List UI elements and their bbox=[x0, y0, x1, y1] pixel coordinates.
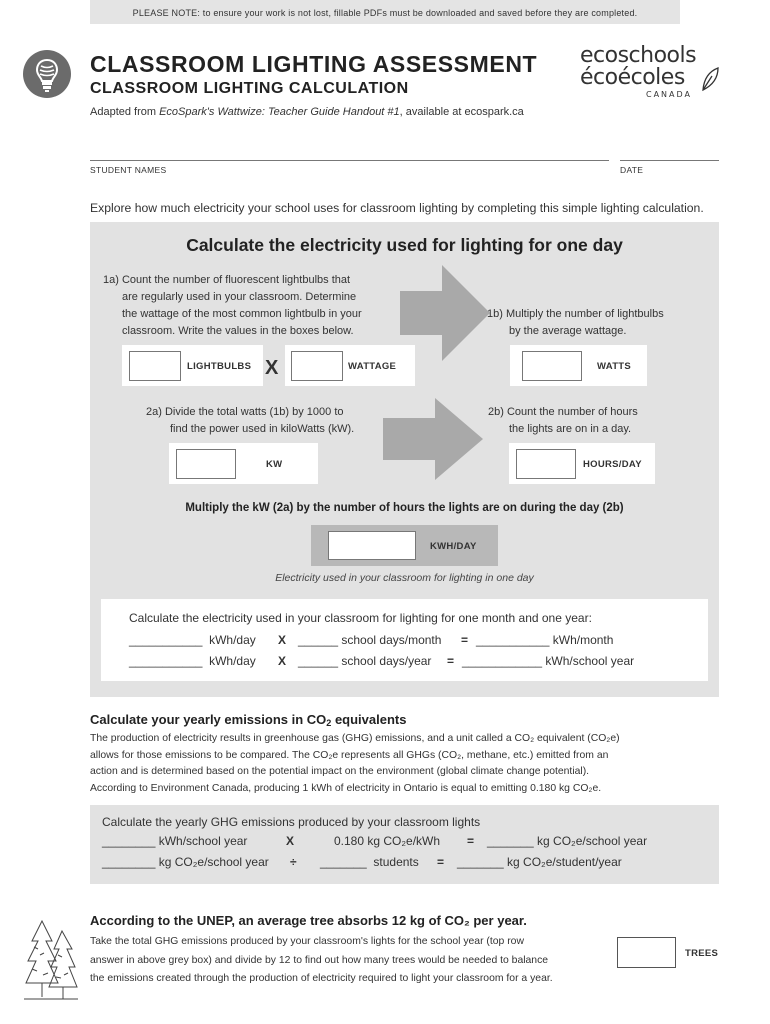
watts-label: WATTS bbox=[597, 361, 632, 372]
paragraph-line: allows for those emissions to be compared. The CO₂e represents all GHGs (CO₂, methane, etc.) emitted from an bbox=[90, 749, 609, 761]
day-calculation-title: Calculate the electricity used for lighting for one day bbox=[186, 235, 623, 255]
emissions-paragraph bbox=[90, 731, 620, 797]
trees-illustration bbox=[22, 913, 80, 1003]
equals-symbol: = bbox=[467, 834, 475, 848]
co2e-school-year-blank[interactable]: ________ kg CO₂e/school year bbox=[102, 855, 269, 869]
ghg-intro: Calculate the yearly GHG emissions produced by your classroom lights bbox=[102, 815, 481, 829]
emissions-title-sub: 2 bbox=[326, 718, 332, 728]
trees-paragraph bbox=[90, 933, 553, 989]
multiply-symbol: X bbox=[286, 834, 295, 848]
step-2a-line: find the power used in kiloWatts (kW). bbox=[170, 423, 355, 435]
equals-symbol: = bbox=[437, 855, 445, 869]
student-names-label: STUDENT NAMES bbox=[90, 165, 167, 175]
wattage-input[interactable] bbox=[291, 351, 343, 381]
arrow-right-icon bbox=[383, 398, 483, 480]
brand-country: CANADA bbox=[646, 90, 693, 99]
step-1b-text bbox=[487, 306, 664, 340]
ecoschools-logo bbox=[580, 45, 720, 100]
page-subtitle: CLASSROOM LIGHTING CALCULATION bbox=[90, 80, 409, 97]
equals-symbol: = bbox=[447, 654, 455, 668]
source-title: EcoSpark's Wattwize: Teacher Guide Handout #1 bbox=[159, 106, 400, 118]
download-notice: PLEASE NOTE: to ensure your work is not lost, fillable PDFs must be downloaded and saved before they are completed. bbox=[90, 0, 680, 24]
step-2b-text bbox=[488, 404, 638, 438]
trees-label: TREES bbox=[685, 948, 719, 959]
lightbulb-icon bbox=[23, 50, 71, 98]
step-1a-line: the wattage of the most common lightbulb in your bbox=[122, 308, 362, 320]
step-1a-line: are regularly used in your classroom. Determine bbox=[122, 291, 357, 303]
multiply-instruction: Multiply the kW (2a) by the number of hours the lights are on during the day (2b) bbox=[185, 502, 624, 514]
source-suffix: , available at ecospark.ca bbox=[399, 106, 524, 118]
paragraph-line: action and is determined based on the potential impact on the environment (global climate change potential). bbox=[90, 766, 590, 777]
brand-line2: écoécoles bbox=[580, 65, 685, 90]
paragraph-line: Take the total GHG emissions produced by your classroom's lights for the school year (top row bbox=[90, 936, 524, 947]
kw-label: KW bbox=[266, 459, 283, 470]
student-names-line[interactable] bbox=[90, 160, 609, 161]
emissions-title-text: Calculate your yearly emissions in CO bbox=[90, 712, 327, 727]
kwh-school-year-blank[interactable]: ____________ kWh/school year bbox=[462, 654, 635, 668]
step-1a-line: 1a) Count the number of fluorescent lightbulbs that bbox=[103, 274, 351, 286]
hours-input[interactable] bbox=[516, 449, 576, 479]
school-days-year-blank[interactable]: ______ school days/year bbox=[298, 654, 432, 668]
students-blank[interactable]: _______ students bbox=[320, 855, 419, 869]
brand-line1: ecoschools bbox=[580, 43, 697, 68]
step-2a-text bbox=[146, 404, 354, 438]
school-days-month-blank[interactable]: ______ school days/month bbox=[298, 633, 442, 647]
divide-symbol: ÷ bbox=[290, 855, 297, 869]
month-year-intro: Calculate the electricity used in your classroom for lighting for one month and one year: bbox=[129, 611, 592, 625]
lightbulbs-input[interactable] bbox=[129, 351, 181, 381]
page-title: CLASSROOM LIGHTING ASSESSMENT bbox=[90, 51, 538, 77]
co2e-school-year-blank[interactable]: _______ kg CO₂e/school year bbox=[487, 834, 648, 848]
emissions-title bbox=[90, 712, 406, 728]
kwh-day-input[interactable] bbox=[328, 531, 416, 560]
kwh-day-label: KWH/DAY bbox=[430, 541, 477, 552]
co2e-per-student-blank[interactable]: _______ kg CO₂e/student/year bbox=[457, 855, 622, 869]
intro-text: Explore how much electricity your school uses for classroom lighting by completing this simple lighting calculation. bbox=[90, 201, 704, 215]
source-prefix: Adapted from bbox=[90, 106, 160, 118]
step-2b-line: the lights are on in a day. bbox=[509, 423, 632, 435]
step-1b-line: by the average wattage. bbox=[509, 325, 627, 337]
kwh-day-blank[interactable]: ___________ kWh/day bbox=[129, 633, 256, 647]
emission-factor: 0.180 kg CO₂e/kWh bbox=[334, 834, 441, 848]
trees-title: According to the UNEP, an average tree absorbs 12 kg of CO₂ per year. bbox=[90, 913, 527, 928]
lightbulb-logo bbox=[23, 50, 71, 98]
step-2a-line: 2a) Divide the total watts (1b) by 1000 to bbox=[146, 406, 344, 418]
multiply-symbol: X bbox=[278, 633, 287, 647]
date-line[interactable] bbox=[620, 160, 719, 161]
leaf-icon bbox=[700, 66, 720, 92]
kw-input[interactable] bbox=[176, 449, 236, 479]
kwh-month-blank[interactable]: ___________ kWh/month bbox=[476, 633, 614, 647]
source-credit bbox=[90, 106, 524, 118]
watts-input[interactable] bbox=[522, 351, 582, 381]
multiply-symbol: X bbox=[265, 357, 279, 379]
step-2b-line: 2b) Count the number of hours bbox=[488, 406, 638, 418]
emissions-title-suffix: equivalents bbox=[331, 712, 407, 727]
kwh-day-blank[interactable]: ___________ kWh/day bbox=[129, 654, 256, 668]
trees-input[interactable] bbox=[617, 937, 676, 968]
hours-label: HOURS/DAY bbox=[583, 459, 642, 470]
equals-symbol: = bbox=[461, 633, 469, 647]
step-1a-line: classroom. Write the values in the boxes below. bbox=[122, 325, 354, 337]
wattage-label: WATTAGE bbox=[348, 361, 397, 372]
date-label: DATE bbox=[620, 165, 644, 175]
paragraph-line: answer in above grey box) and divide by 12 to find out how many trees would be needed to balance bbox=[90, 954, 549, 966]
paragraph-line: the emissions created through the production of electricity required to light your classroom for a year. bbox=[90, 973, 553, 984]
multiply-symbol: X bbox=[278, 654, 287, 668]
paragraph-line: The production of electricity results in greenhouse gas (GHG) emissions, and a unit called a CO₂ equivalent (CO₂e) bbox=[90, 733, 620, 744]
step-1b-line: 1b) Multiply the number of lightbulbs bbox=[487, 308, 664, 320]
kwh-school-year-blank[interactable]: ________ kWh/school year bbox=[102, 834, 248, 848]
step-1a-text bbox=[103, 272, 362, 340]
kwh-caption: Electricity used in your classroom for lighting in one day bbox=[275, 572, 534, 584]
paragraph-line: According to Environment Canada, producing 1 kWh of electricity in Ontario is equal to emitting 0.180 kg CO₂e. bbox=[90, 782, 602, 794]
lightbulbs-label: LIGHTBULBS bbox=[187, 361, 252, 372]
